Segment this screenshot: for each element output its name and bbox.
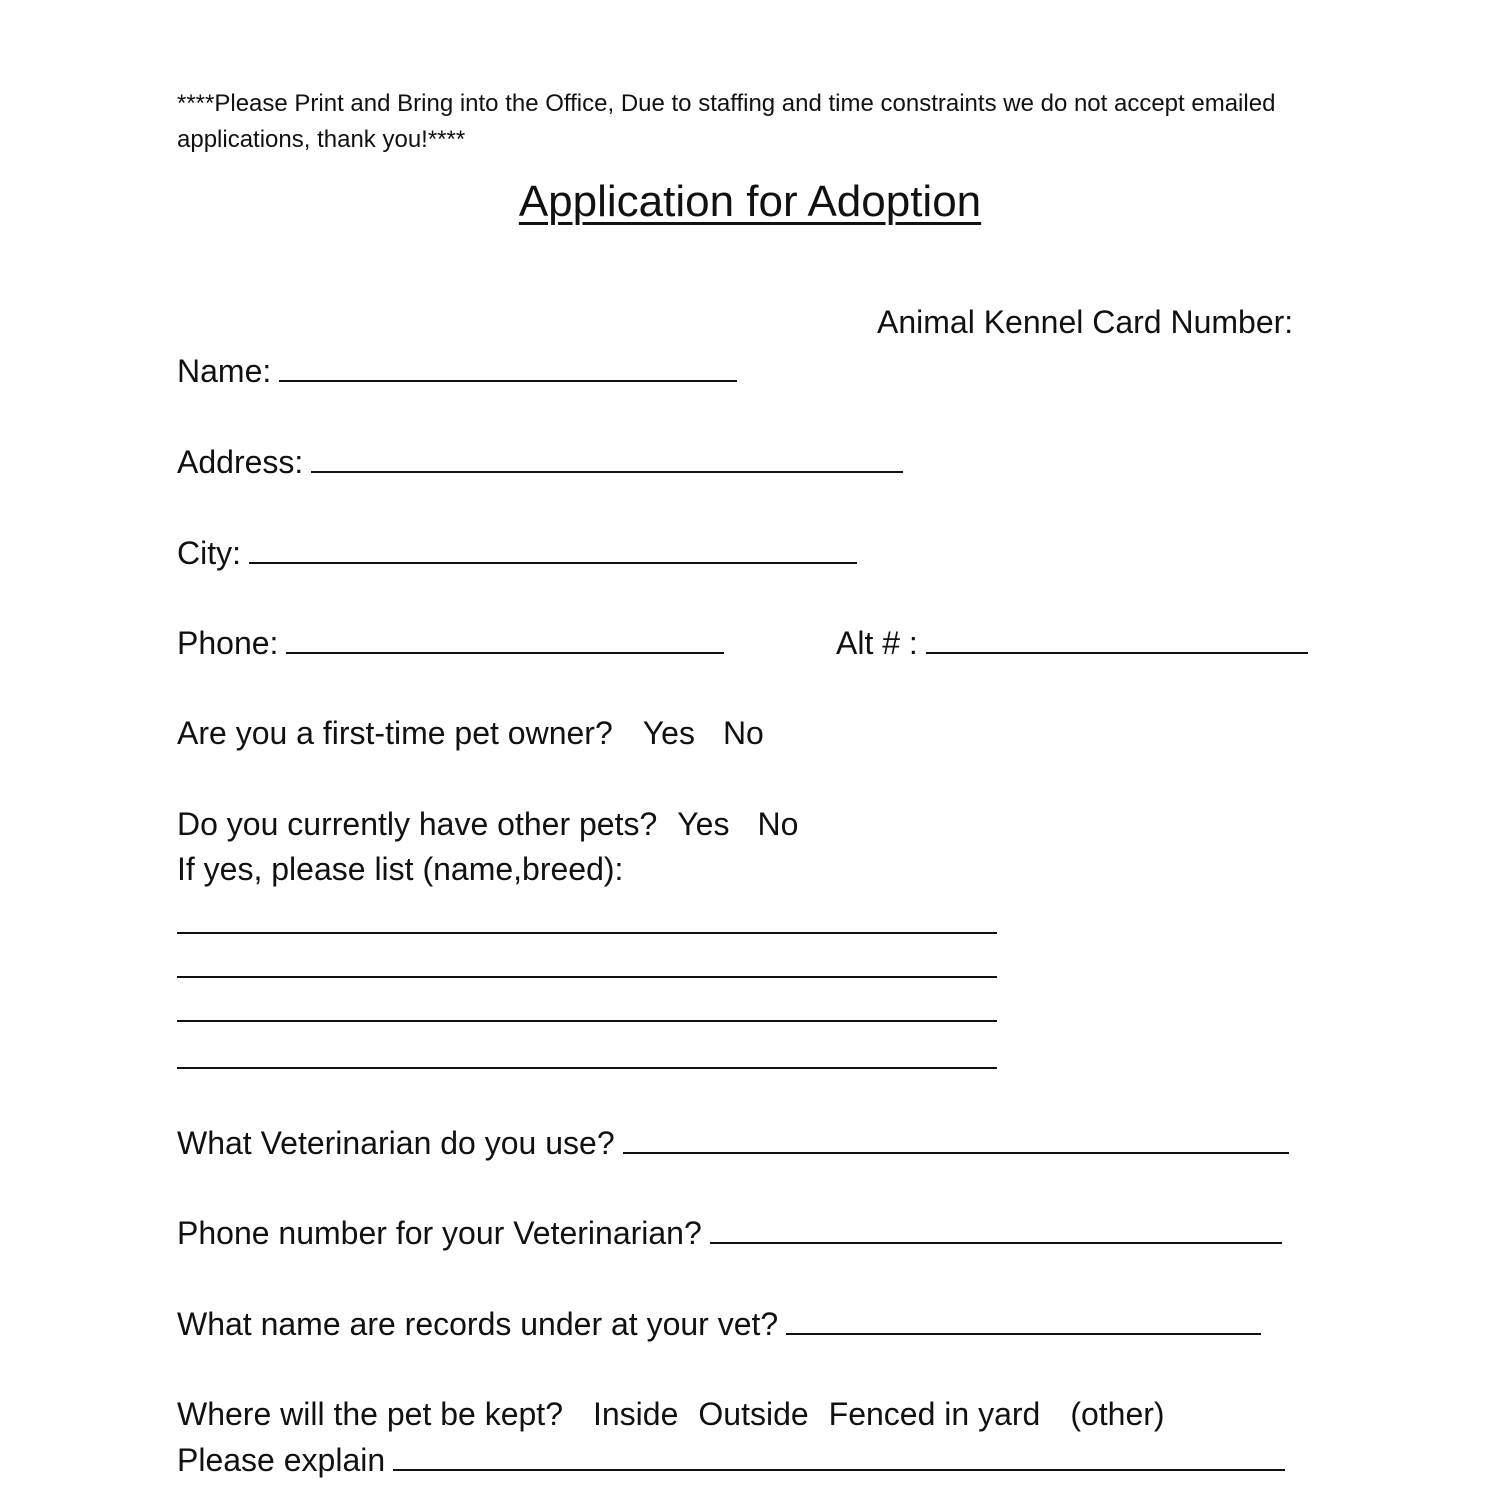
first-time-yes-option[interactable]: Yes <box>642 715 695 751</box>
kept-fenced-option[interactable]: Fenced in yard <box>828 1396 1041 1432</box>
city-row <box>177 532 857 573</box>
kept-row <box>177 1394 1165 1434</box>
phone-row <box>177 622 724 663</box>
city-label: City: <box>177 535 241 571</box>
explain-row <box>177 1439 1285 1480</box>
explain-field[interactable] <box>393 1439 1285 1471</box>
name-field[interactable] <box>279 350 737 382</box>
kept-question: Where will the pet be kept? <box>177 1396 563 1432</box>
pet-list-line[interactable] <box>177 1067 997 1069</box>
pet-list-line[interactable] <box>177 1020 997 1022</box>
alt-phone-label: Alt # : <box>836 625 918 661</box>
kept-other-option[interactable]: (other) <box>1070 1396 1165 1432</box>
records-field[interactable] <box>786 1303 1261 1335</box>
first-time-question: Are you a first-time pet owner? <box>177 715 613 751</box>
records-row <box>177 1303 1261 1344</box>
first-time-row <box>177 713 764 753</box>
city-field[interactable] <box>249 532 857 564</box>
name-row <box>177 350 737 391</box>
address-row <box>177 441 903 482</box>
print-notice: ****Please Print and Bring into the Office, Due to staffing and time constraints we do not accept emailed applications, thank you!**** <box>177 90 1276 153</box>
pet-list-prompt: If yes, please list (name,breed): <box>177 851 624 887</box>
address-field[interactable] <box>311 441 903 473</box>
vet-phone-row <box>177 1212 1282 1253</box>
other-pets-no-option[interactable]: No <box>757 806 799 842</box>
vet-row <box>177 1122 1289 1163</box>
vet-phone-field[interactable] <box>710 1212 1282 1244</box>
pet-list-line[interactable] <box>177 932 997 934</box>
records-question: What name are records under at your vet? <box>177 1306 779 1342</box>
phone-field[interactable] <box>286 622 724 654</box>
vet-question: What Veterinarian do you use? <box>177 1125 615 1161</box>
other-pets-yes-option[interactable]: Yes <box>677 806 730 842</box>
alt-phone-row <box>836 622 1308 663</box>
address-label: Address: <box>177 444 304 480</box>
kennel-card-label: Animal Kennel Card Number: <box>877 304 1294 340</box>
other-pets-question: Do you currently have other pets? <box>177 806 658 842</box>
kept-inside-option[interactable]: Inside <box>592 1396 679 1432</box>
kept-outside-option[interactable]: Outside <box>698 1396 809 1432</box>
pet-list-line[interactable] <box>177 976 997 978</box>
other-pets-row <box>177 804 798 844</box>
page-title: Application for Adoption <box>518 177 982 226</box>
explain-label: Please explain <box>177 1442 386 1478</box>
first-time-no-option[interactable]: No <box>722 715 764 751</box>
phone-label: Phone: <box>177 625 279 661</box>
alt-phone-field[interactable] <box>926 622 1308 654</box>
vet-phone-question: Phone number for your Veterinarian? <box>177 1215 702 1251</box>
name-label: Name: <box>177 353 272 389</box>
vet-field[interactable] <box>623 1122 1289 1154</box>
